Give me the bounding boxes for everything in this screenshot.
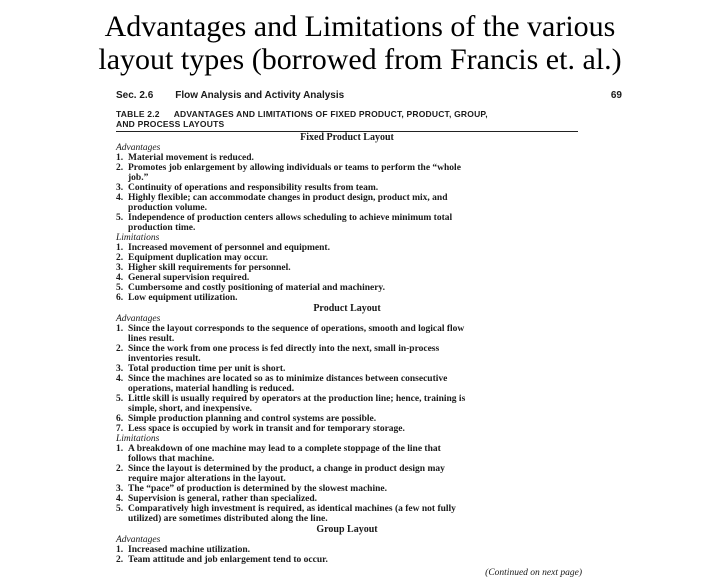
section-title: Flow Analysis and Activity Analysis [175,90,345,101]
list-item [116,474,586,484]
item-number: 7. [116,424,124,434]
slide-title [0,10,720,76]
item-text: Supervision is general, rather than specialized. [128,494,318,504]
item-number: 2. [116,555,124,565]
item-number: 3. [116,263,124,273]
list-item [116,545,586,555]
list-item [116,193,586,203]
item-number: 4. [116,374,124,384]
list-item [116,444,586,454]
item-number: 1. [116,444,124,454]
item-text: Team attitude and job enlargement tend to occur. [128,555,328,565]
list-item [116,364,586,374]
item-text: Since the layout is determined by the product, a change in product design may [128,464,445,474]
continued-note: (Continued on next page) [485,568,582,578]
item-text: Comparatively high investment is required, as identical machines (a few not fully [128,504,456,514]
list-item [116,394,586,404]
list-item [116,223,586,233]
list-item [116,324,586,334]
item-text: Since the layout corresponds to the sequence of operations, smooth and logical flow [128,324,465,334]
limitations-list [116,444,586,524]
list-item [116,424,586,434]
advantages-heading: Advantages [116,143,161,153]
list-item [116,484,586,494]
list-item [116,344,586,354]
item-number: 5. [116,504,124,514]
item-text: Little skill is usually required by operators at the production line; hence, training is [128,394,466,404]
item-text: job.” [128,173,149,183]
section-heading: Fixed Product Layout [300,132,394,143]
list-item [116,173,586,183]
section-heading: Group Layout [316,524,378,535]
item-text: require major alterations in the layout. [128,474,286,484]
list-item [116,163,586,173]
item-text: Simple production planning and control systems are possible. [128,414,377,424]
table-title-line-1: ADVANTAGES AND LIMITATIONS OF FIXED PRODUCT, PRODUCT, GROUP, [173,109,488,119]
slide-title-line-2: layout types (borrowed from Francis et. al.) [98,43,622,76]
list-item [116,293,586,303]
list-item [116,203,586,213]
list-item [116,454,586,464]
scanned-table-page [96,88,624,578]
item-text: Since the work from one process is fed directly into the next, small in-process [128,344,440,354]
list-item [116,253,586,263]
list-item [116,404,586,414]
item-text: Promotes job enlargement by allowing individuals or teams to perform the “whole [128,163,461,173]
list-item [116,283,586,293]
item-text: Higher skill requirements for personnel. [128,263,291,273]
item-text: Increased movement of personnel and equipment. [128,243,330,253]
list-item [116,374,586,384]
list-item [116,464,586,474]
item-text: follows that machine. [128,454,215,464]
item-number: 6. [116,293,124,303]
item-text: Material movement is reduced. [128,153,254,163]
item-number: 4. [116,494,124,504]
item-number: 3. [116,364,124,374]
item-text: Equipment duplication may occur. [128,253,269,263]
table-number: TABLE 2.2 [116,109,160,119]
item-text: Low equipment utilization. [128,293,238,303]
section-heading: Product Layout [313,303,381,314]
item-text: Less space is occupied by work in transit and for temporary storage. [128,424,405,434]
item-text: operations, material handling is reduced. [128,384,295,394]
item-number: 1. [116,324,124,334]
advantages-heading: Advantages [116,314,161,324]
table-title-line-2: AND PROCESS LAYOUTS [116,119,225,129]
item-text: production time. [128,223,196,233]
list-item [116,213,586,223]
list-item [116,384,586,394]
list-item [116,273,586,283]
page-header [96,88,624,101]
item-number: 2. [116,344,124,354]
item-text: simple, short, and inexpensive. [128,404,253,414]
item-text: General supervision required. [128,273,250,283]
item-text: The “pace” of production is determined by the slowest machine. [128,484,387,494]
list-item [116,514,586,524]
advantages-list [116,153,586,233]
item-text: Cumbersome and costly positioning of material and machinery. [128,283,386,293]
item-number: 3. [116,183,124,193]
item-text: Increased machine utilization. [128,545,251,555]
list-item [116,504,586,514]
item-text: Highly flexible; can accommodate changes in product design, product mix, and [128,193,448,203]
item-text: production volume. [128,203,208,213]
item-text: Since the machines are located so as to minimize distances between consecutive [128,374,448,384]
advantages-list [116,324,586,434]
item-text: utilized) are sometimes distributed along the line. [128,514,328,524]
item-number: 1. [116,545,124,555]
list-item [116,334,586,344]
advantages-list [116,545,586,565]
item-number: 1. [116,153,124,163]
limitations-heading: Limitations [116,434,160,444]
item-number: 2. [116,163,124,173]
list-item [116,243,586,253]
item-number: 5. [116,213,124,223]
item-number: 4. [116,193,124,203]
item-number: 5. [116,283,124,293]
item-text: A breakdown of one machine may lead to a complete stoppage of the line that [128,444,441,454]
list-item [116,354,586,364]
item-text: Independence of production centers allows scheduling to achieve minimum total [128,213,453,223]
table-caption [116,109,624,129]
item-number: 2. [116,464,124,474]
item-number: 1. [116,243,124,253]
item-number: 4. [116,273,124,283]
item-number: 3. [116,484,124,494]
list-item [116,414,586,424]
list-item [116,153,586,163]
limitations-heading: Limitations [116,233,160,243]
page-number: 69 [610,90,622,101]
item-number: 6. [116,414,124,424]
layout-sections [96,132,624,565]
limitations-list [116,243,586,303]
list-item [116,183,586,193]
item-number: 5. [116,394,124,404]
item-text: inventories result. [128,354,201,364]
list-item [116,494,586,504]
list-item [116,263,586,273]
item-text: Continuity of operations and responsibility results from team. [128,183,379,193]
item-number: 2. [116,253,124,263]
section-number: Sec. 2.6 [116,90,154,101]
item-text: Total production time per unit is short. [128,364,286,374]
item-text: lines result. [128,334,175,344]
slide-title-line-1: Advantages and Limitations of the various [104,10,616,43]
advantages-heading: Advantages [116,535,161,545]
list-item [116,555,586,565]
